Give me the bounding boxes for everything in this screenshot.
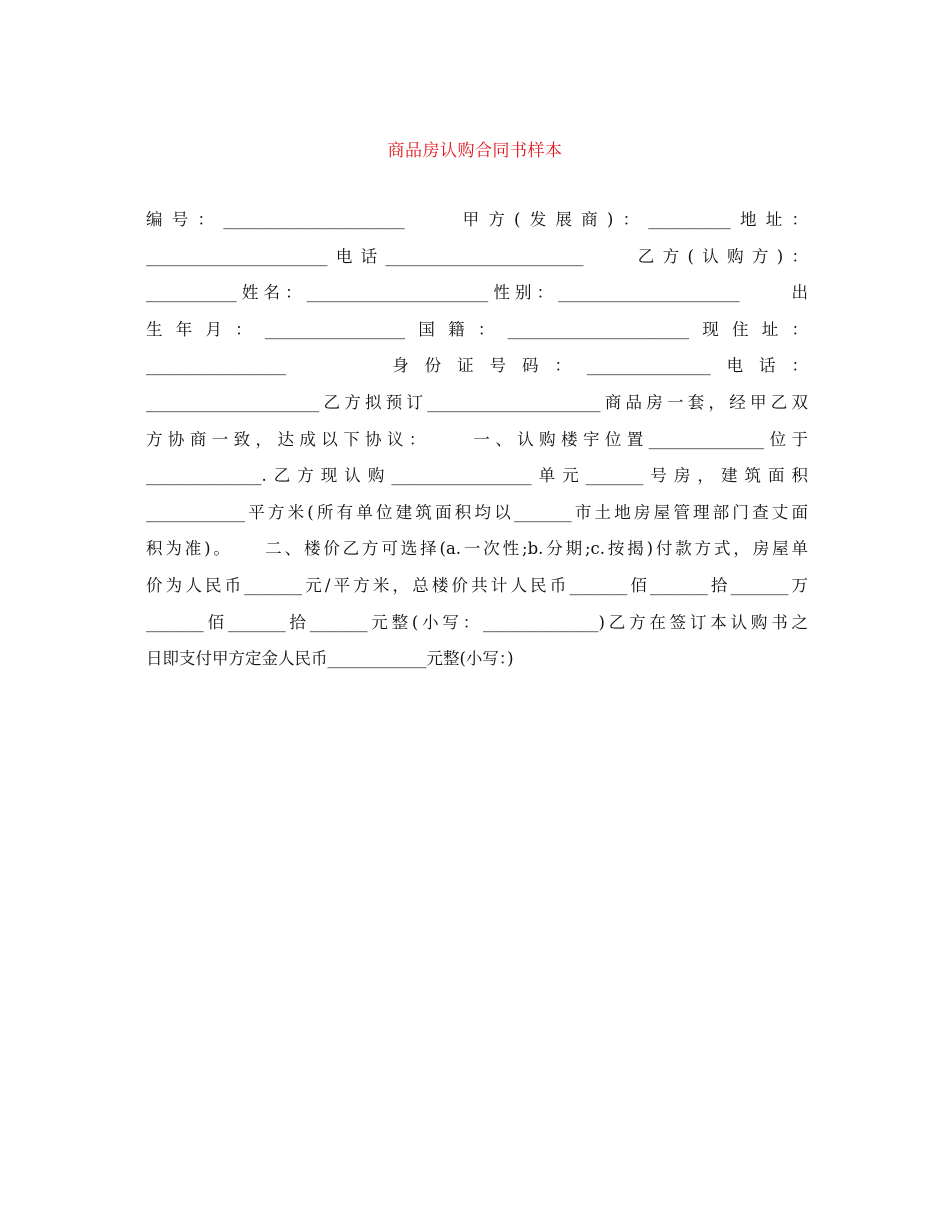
body-line-last: 日即支付甲方定金人民币____________元整(小写：) bbox=[146, 649, 514, 669]
body-line: 编号：______________________ 甲方(发展商)：__________地址： bbox=[146, 210, 808, 229]
body-line: ____________平方米(所有单位建筑面积均以_______市土地房屋管理部门查丈面 bbox=[146, 502, 808, 522]
body-line: ______________________电话________________________ 乙方(认购方)： bbox=[146, 246, 808, 266]
body-line: 价为人民币_______元/平方米，总楼价共计人民币_______佰_______拾_______万 bbox=[146, 575, 808, 595]
body-line: ___________姓名：______________________性别：______________________ 出 bbox=[146, 283, 808, 303]
document-body bbox=[146, 206, 808, 682]
body-line: _____________________乙方拟预订_____________________商品房一套，经甲乙双 bbox=[146, 392, 808, 412]
body-line: _______佰_______拾_______元整(小写：______________)乙方在签订本认购书之 bbox=[146, 612, 808, 632]
body-line: _________________ 身份证号码：_______________电话： bbox=[146, 356, 808, 376]
body-line: ______________.乙方现认购_________________单元_______号房，建筑面积 bbox=[146, 466, 808, 486]
body-line: 积为准)。 二、楼价乙方可选择(a.一次性;b.分期;c.按揭)付款方式，房屋单 bbox=[146, 539, 808, 559]
body-line: 生年月：_________________国籍：______________________现住址： bbox=[146, 319, 808, 339]
document-title: 商品房认购合同书样本 bbox=[387, 141, 563, 161]
body-line: 方协商一致，达成以下协议： 一、认购楼宇位置______________位于 bbox=[146, 429, 808, 449]
